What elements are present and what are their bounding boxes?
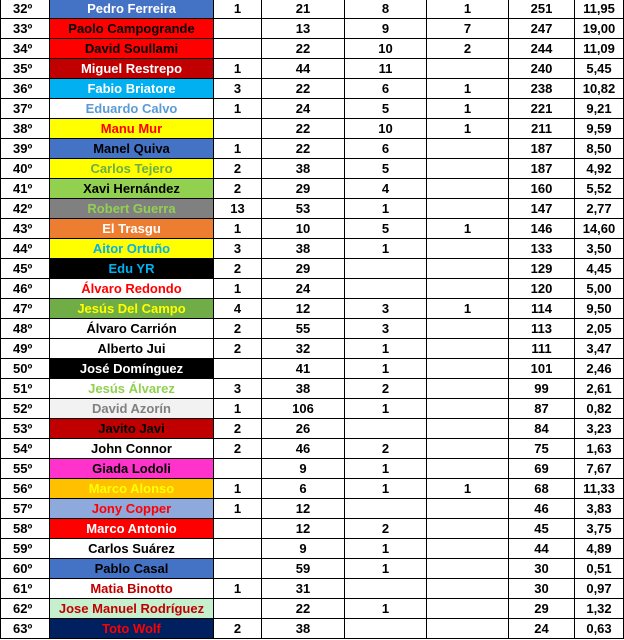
player-name-cell[interactable]: John Connor bbox=[50, 439, 214, 459]
rank-cell[interactable]: 41º bbox=[1, 179, 50, 199]
stat-4-cell[interactable] bbox=[427, 239, 509, 259]
stat-4-cell[interactable] bbox=[427, 499, 509, 519]
stat-1-cell[interactable]: 4 bbox=[214, 299, 262, 319]
stat-1-cell[interactable] bbox=[214, 599, 262, 619]
stat-2-cell[interactable]: 106 bbox=[262, 399, 345, 419]
average-cell[interactable]: 2,77 bbox=[575, 199, 624, 219]
table-row bbox=[1, 579, 624, 599]
points-cell[interactable]: 251 bbox=[509, 0, 575, 19]
points-cell[interactable]: 111 bbox=[509, 339, 575, 359]
stat-4-cell[interactable] bbox=[427, 179, 509, 199]
stat-4-cell[interactable]: 7 bbox=[427, 19, 509, 39]
stat-4-cell[interactable] bbox=[427, 159, 509, 179]
stat-4-cell[interactable] bbox=[427, 59, 509, 79]
table-row bbox=[1, 79, 624, 99]
stat-2-cell[interactable]: 55 bbox=[262, 319, 345, 339]
stat-1-cell[interactable] bbox=[214, 119, 262, 139]
stat-3-cell[interactable]: 2 bbox=[345, 439, 427, 459]
points-cell[interactable]: 240 bbox=[509, 59, 575, 79]
stat-1-cell[interactable]: 1 bbox=[214, 139, 262, 159]
table-row bbox=[1, 39, 624, 59]
stat-1-cell[interactable]: 3 bbox=[214, 79, 262, 99]
stat-3-cell[interactable]: 5 bbox=[345, 159, 427, 179]
stat-2-cell[interactable]: 59 bbox=[262, 559, 345, 579]
stat-2-cell[interactable]: 13 bbox=[262, 19, 345, 39]
stat-2-cell[interactable]: 12 bbox=[262, 499, 345, 519]
rank-cell[interactable]: 32º bbox=[1, 0, 50, 19]
player-name-cell[interactable]: El Trasgu bbox=[50, 219, 214, 239]
stat-1-cell[interactable] bbox=[214, 19, 262, 39]
average-cell[interactable]: 10,82 bbox=[575, 79, 624, 99]
points-cell[interactable]: 101 bbox=[509, 359, 575, 379]
rank-cell[interactable]: 45º bbox=[1, 259, 50, 279]
stat-4-cell[interactable]: 1 bbox=[427, 119, 509, 139]
stat-1-cell[interactable] bbox=[214, 459, 262, 479]
rank-cell[interactable]: 40º bbox=[1, 159, 50, 179]
table-row bbox=[1, 499, 624, 519]
stat-3-cell[interactable] bbox=[345, 259, 427, 279]
table-row bbox=[1, 139, 624, 159]
rank-cell[interactable]: 52º bbox=[1, 399, 50, 419]
average-cell[interactable]: 0,63 bbox=[575, 619, 624, 639]
points-cell[interactable]: 68 bbox=[509, 479, 575, 499]
points-cell[interactable]: 147 bbox=[509, 199, 575, 219]
rank-cell[interactable]: 50º bbox=[1, 359, 50, 379]
table-row bbox=[1, 379, 624, 399]
table-row bbox=[1, 599, 624, 619]
average-cell[interactable]: 2,05 bbox=[575, 319, 624, 339]
stat-3-cell[interactable]: 1 bbox=[345, 339, 427, 359]
stat-2-cell[interactable]: 22 bbox=[262, 79, 345, 99]
stat-4-cell[interactable] bbox=[427, 359, 509, 379]
stat-1-cell[interactable]: 1 bbox=[214, 279, 262, 299]
table-row bbox=[1, 0, 624, 19]
points-cell[interactable]: 120 bbox=[509, 279, 575, 299]
average-cell[interactable]: 3,23 bbox=[575, 419, 624, 439]
table-row bbox=[1, 439, 624, 459]
stat-1-cell[interactable]: 2 bbox=[214, 159, 262, 179]
stat-3-cell[interactable]: 6 bbox=[345, 139, 427, 159]
stat-3-cell[interactable]: 1 bbox=[345, 359, 427, 379]
average-cell[interactable]: 1,63 bbox=[575, 439, 624, 459]
stat-4-cell[interactable] bbox=[427, 579, 509, 599]
player-name-cell[interactable]: David Azorín bbox=[50, 399, 214, 419]
table-row bbox=[1, 199, 624, 219]
stat-2-cell[interactable]: 26 bbox=[262, 419, 345, 439]
average-cell[interactable]: 11,33 bbox=[575, 479, 624, 499]
stat-1-cell[interactable]: 1 bbox=[214, 219, 262, 239]
stat-1-cell[interactable]: 2 bbox=[214, 259, 262, 279]
table-row bbox=[1, 179, 624, 199]
stat-2-cell[interactable]: 24 bbox=[262, 279, 345, 299]
stat-2-cell[interactable]: 46 bbox=[262, 439, 345, 459]
table-row bbox=[1, 479, 624, 499]
stat-1-cell[interactable] bbox=[214, 519, 262, 539]
player-name-cell[interactable]: Jesús Del Campo bbox=[50, 299, 214, 319]
points-cell[interactable]: 187 bbox=[509, 139, 575, 159]
stat-3-cell[interactable] bbox=[345, 279, 427, 299]
stat-3-cell[interactable]: 4 bbox=[345, 179, 427, 199]
stat-4-cell[interactable]: 1 bbox=[427, 99, 509, 119]
table-row bbox=[1, 159, 624, 179]
stat-2-cell[interactable]: 12 bbox=[262, 299, 345, 319]
table-row bbox=[1, 339, 624, 359]
stat-3-cell[interactable]: 1 bbox=[345, 599, 427, 619]
points-cell[interactable]: 30 bbox=[509, 559, 575, 579]
table-row bbox=[1, 359, 624, 379]
points-cell[interactable]: 45 bbox=[509, 519, 575, 539]
table-row bbox=[1, 119, 624, 139]
stat-3-cell[interactable]: 1 bbox=[345, 199, 427, 219]
stat-3-cell[interactable]: 8 bbox=[345, 0, 427, 19]
stat-1-cell[interactable]: 2 bbox=[214, 419, 262, 439]
stat-3-cell[interactable]: 6 bbox=[345, 79, 427, 99]
rank-cell[interactable]: 33º bbox=[1, 19, 50, 39]
rank-cell[interactable]: 60º bbox=[1, 559, 50, 579]
stat-4-cell[interactable] bbox=[427, 339, 509, 359]
points-cell[interactable]: 247 bbox=[509, 19, 575, 39]
stat-3-cell[interactable]: 1 bbox=[345, 239, 427, 259]
stat-1-cell[interactable]: 1 bbox=[214, 99, 262, 119]
rank-cell[interactable]: 34º bbox=[1, 39, 50, 59]
stat-1-cell[interactable]: 3 bbox=[214, 379, 262, 399]
average-cell[interactable]: 11,09 bbox=[575, 39, 624, 59]
stat-3-cell[interactable]: 3 bbox=[345, 299, 427, 319]
stat-3-cell[interactable]: 1 bbox=[345, 399, 427, 419]
stat-2-cell[interactable]: 32 bbox=[262, 339, 345, 359]
average-cell[interactable]: 3,83 bbox=[575, 499, 624, 519]
player-name-cell[interactable]: Miguel Restrepo bbox=[50, 59, 214, 79]
player-name-cell[interactable]: David Soullami bbox=[50, 39, 214, 59]
stat-2-cell[interactable]: 12 bbox=[262, 519, 345, 539]
points-cell[interactable]: 238 bbox=[509, 79, 575, 99]
stat-3-cell[interactable]: 9 bbox=[345, 19, 427, 39]
player-name-cell[interactable]: Edu YR bbox=[50, 259, 214, 279]
stat-3-cell[interactable] bbox=[345, 499, 427, 519]
points-cell[interactable]: 221 bbox=[509, 99, 575, 119]
stat-4-cell[interactable] bbox=[427, 419, 509, 439]
player-name-cell[interactable]: Pedro Ferreira bbox=[50, 0, 214, 19]
stat-4-cell[interactable]: 1 bbox=[427, 0, 509, 19]
player-name-cell[interactable]: Marco Alonso bbox=[50, 479, 214, 499]
stat-2-cell[interactable]: 29 bbox=[262, 179, 345, 199]
stat-4-cell[interactable]: 1 bbox=[427, 79, 509, 99]
player-name-cell[interactable]: Eduardo Calvo bbox=[50, 99, 214, 119]
stat-3-cell[interactable] bbox=[345, 419, 427, 439]
rank-cell[interactable]: 54º bbox=[1, 439, 50, 459]
stat-2-cell[interactable]: 31 bbox=[262, 579, 345, 599]
stat-1-cell[interactable]: 2 bbox=[214, 319, 262, 339]
stat-4-cell[interactable] bbox=[427, 399, 509, 419]
stat-1-cell[interactable]: 2 bbox=[214, 439, 262, 459]
stat-3-cell[interactable]: 1 bbox=[345, 479, 427, 499]
points-cell[interactable]: 69 bbox=[509, 459, 575, 479]
average-cell[interactable]: 2,46 bbox=[575, 359, 624, 379]
points-cell[interactable]: 44 bbox=[509, 539, 575, 559]
player-name-cell[interactable]: Aitor Ortuño bbox=[50, 239, 214, 259]
rank-cell[interactable]: 63º bbox=[1, 619, 50, 639]
stat-1-cell[interactable]: 1 bbox=[214, 499, 262, 519]
points-cell[interactable]: 29 bbox=[509, 599, 575, 619]
points-cell[interactable]: 129 bbox=[509, 259, 575, 279]
rank-cell[interactable]: 39º bbox=[1, 139, 50, 159]
stat-2-cell[interactable]: 41 bbox=[262, 359, 345, 379]
stat-2-cell[interactable]: 21 bbox=[262, 0, 345, 19]
player-name-cell[interactable]: Carlos Tejero bbox=[50, 159, 214, 179]
table-row bbox=[1, 19, 624, 39]
stat-2-cell[interactable]: 53 bbox=[262, 199, 345, 219]
points-cell[interactable]: 133 bbox=[509, 239, 575, 259]
stat-3-cell[interactable]: 1 bbox=[345, 459, 427, 479]
player-name-cell[interactable]: Xavi Hernández bbox=[50, 179, 214, 199]
player-name-cell[interactable]: Carlos Suárez bbox=[50, 539, 214, 559]
player-name-cell[interactable]: Manu Mur bbox=[50, 119, 214, 139]
stat-1-cell[interactable] bbox=[214, 559, 262, 579]
stat-3-cell[interactable]: 5 bbox=[345, 99, 427, 119]
average-cell[interactable]: 3,50 bbox=[575, 239, 624, 259]
player-name-cell[interactable]: Jesús Álvarez bbox=[50, 379, 214, 399]
table-row bbox=[1, 279, 624, 299]
points-cell[interactable]: 84 bbox=[509, 419, 575, 439]
stat-1-cell[interactable] bbox=[214, 359, 262, 379]
table-row bbox=[1, 559, 624, 579]
rank-cell[interactable]: 48º bbox=[1, 319, 50, 339]
points-cell[interactable]: 146 bbox=[509, 219, 575, 239]
stat-3-cell[interactable] bbox=[345, 579, 427, 599]
average-cell[interactable]: 7,67 bbox=[575, 459, 624, 479]
stat-1-cell[interactable]: 13 bbox=[214, 199, 262, 219]
average-cell[interactable]: 9,50 bbox=[575, 299, 624, 319]
average-cell[interactable]: 5,45 bbox=[575, 59, 624, 79]
player-name-cell[interactable]: Álvaro Carrión bbox=[50, 319, 214, 339]
stat-2-cell[interactable]: 22 bbox=[262, 119, 345, 139]
player-name-cell[interactable]: Fabio Briatore bbox=[50, 79, 214, 99]
average-cell[interactable]: 14,60 bbox=[575, 219, 624, 239]
table-row bbox=[1, 239, 624, 259]
stat-1-cell[interactable]: 3 bbox=[214, 239, 262, 259]
stat-2-cell[interactable]: 6 bbox=[262, 479, 345, 499]
average-cell[interactable]: 2,61 bbox=[575, 379, 624, 399]
player-name-cell[interactable]: Pablo Casal bbox=[50, 559, 214, 579]
points-cell[interactable]: 46 bbox=[509, 499, 575, 519]
stat-1-cell[interactable]: 1 bbox=[214, 479, 262, 499]
rank-cell[interactable]: 55º bbox=[1, 459, 50, 479]
player-name-cell[interactable]: Alberto Jui bbox=[50, 339, 214, 359]
average-cell[interactable]: 0,82 bbox=[575, 399, 624, 419]
average-cell[interactable]: 5,00 bbox=[575, 279, 624, 299]
stat-1-cell[interactable]: 1 bbox=[214, 59, 262, 79]
stat-2-cell[interactable]: 22 bbox=[262, 599, 345, 619]
player-name-cell[interactable]: Álvaro Redondo bbox=[50, 279, 214, 299]
rank-cell[interactable]: 53º bbox=[1, 419, 50, 439]
player-name-cell[interactable]: Jose Manuel Rodríguez bbox=[50, 599, 214, 619]
stat-4-cell[interactable] bbox=[427, 279, 509, 299]
stat-4-cell[interactable]: 1 bbox=[427, 219, 509, 239]
points-cell[interactable]: 113 bbox=[509, 319, 575, 339]
rank-cell[interactable]: 62º bbox=[1, 599, 50, 619]
player-name-cell[interactable]: Robert Guerra bbox=[50, 199, 214, 219]
stat-4-cell[interactable] bbox=[427, 599, 509, 619]
player-name-cell[interactable]: José Domínguez bbox=[50, 359, 214, 379]
rank-cell[interactable]: 59º bbox=[1, 539, 50, 559]
table-row bbox=[1, 399, 624, 419]
table-row bbox=[1, 299, 624, 319]
rank-cell[interactable]: 36º bbox=[1, 79, 50, 99]
average-cell[interactable]: 3,75 bbox=[575, 519, 624, 539]
points-cell[interactable]: 211 bbox=[509, 119, 575, 139]
table-row bbox=[1, 259, 624, 279]
stat-3-cell[interactable]: 1 bbox=[345, 559, 427, 579]
points-cell[interactable]: 24 bbox=[509, 619, 575, 639]
stat-4-cell[interactable] bbox=[427, 199, 509, 219]
stat-3-cell[interactable]: 10 bbox=[345, 119, 427, 139]
table-row bbox=[1, 539, 624, 559]
stat-4-cell[interactable]: 2 bbox=[427, 39, 509, 59]
points-cell[interactable]: 75 bbox=[509, 439, 575, 459]
rank-cell[interactable]: 44º bbox=[1, 239, 50, 259]
stat-2-cell[interactable]: 38 bbox=[262, 159, 345, 179]
table-row bbox=[1, 459, 624, 479]
rank-cell[interactable]: 47º bbox=[1, 299, 50, 319]
stat-2-cell[interactable]: 22 bbox=[262, 139, 345, 159]
player-name-cell[interactable]: Toto Wolf bbox=[50, 619, 214, 639]
rank-cell[interactable]: 56º bbox=[1, 479, 50, 499]
player-name-cell[interactable]: Javito Javi bbox=[50, 419, 214, 439]
stat-3-cell[interactable]: 11 bbox=[345, 59, 427, 79]
average-cell[interactable]: 0,97 bbox=[575, 579, 624, 599]
average-cell[interactable]: 4,45 bbox=[575, 259, 624, 279]
rank-cell[interactable]: 46º bbox=[1, 279, 50, 299]
average-cell[interactable]: 9,59 bbox=[575, 119, 624, 139]
stat-3-cell[interactable]: 2 bbox=[345, 379, 427, 399]
stat-2-cell[interactable]: 10 bbox=[262, 219, 345, 239]
average-cell[interactable]: 4,89 bbox=[575, 539, 624, 559]
table-row bbox=[1, 219, 624, 239]
stat-4-cell[interactable]: 1 bbox=[427, 299, 509, 319]
stat-1-cell[interactable]: 2 bbox=[214, 179, 262, 199]
stat-4-cell[interactable] bbox=[427, 619, 509, 639]
stat-3-cell[interactable] bbox=[345, 619, 427, 639]
player-name-cell[interactable]: Marco Antonio bbox=[50, 519, 214, 539]
rank-cell[interactable]: 51º bbox=[1, 379, 50, 399]
stat-1-cell[interactable]: 1 bbox=[214, 579, 262, 599]
rank-cell[interactable]: 57º bbox=[1, 499, 50, 519]
player-name-cell[interactable]: Giada Lodoli bbox=[50, 459, 214, 479]
stat-2-cell[interactable]: 38 bbox=[262, 239, 345, 259]
stat-4-cell[interactable] bbox=[427, 519, 509, 539]
points-cell[interactable]: 99 bbox=[509, 379, 575, 399]
player-name-cell[interactable]: Matia Binotto bbox=[50, 579, 214, 599]
stat-2-cell[interactable]: 9 bbox=[262, 459, 345, 479]
average-cell[interactable]: 4,92 bbox=[575, 159, 624, 179]
stat-1-cell[interactable]: 2 bbox=[214, 619, 262, 639]
stat-1-cell[interactable]: 2 bbox=[214, 339, 262, 359]
average-cell[interactable]: 3,47 bbox=[575, 339, 624, 359]
rank-cell[interactable]: 42º bbox=[1, 199, 50, 219]
stat-4-cell[interactable]: 1 bbox=[427, 479, 509, 499]
table-row bbox=[1, 619, 624, 639]
points-cell[interactable]: 30 bbox=[509, 579, 575, 599]
stat-1-cell[interactable]: 1 bbox=[214, 399, 262, 419]
average-cell[interactable]: 19,00 bbox=[575, 19, 624, 39]
stat-2-cell[interactable]: 38 bbox=[262, 619, 345, 639]
stat-1-cell[interactable] bbox=[214, 39, 262, 59]
table-row bbox=[1, 519, 624, 539]
average-cell[interactable]: 5,52 bbox=[575, 179, 624, 199]
rank-cell[interactable]: 37º bbox=[1, 99, 50, 119]
rank-cell[interactable]: 38º bbox=[1, 119, 50, 139]
rank-cell[interactable]: 61º bbox=[1, 579, 50, 599]
points-cell[interactable]: 187 bbox=[509, 159, 575, 179]
stat-2-cell[interactable]: 38 bbox=[262, 379, 345, 399]
stat-2-cell[interactable]: 44 bbox=[262, 59, 345, 79]
stat-2-cell[interactable]: 24 bbox=[262, 99, 345, 119]
table-row bbox=[1, 59, 624, 79]
rank-cell[interactable]: 35º bbox=[1, 59, 50, 79]
average-cell[interactable]: 1,32 bbox=[575, 599, 624, 619]
points-cell[interactable]: 244 bbox=[509, 39, 575, 59]
table-row bbox=[1, 419, 624, 439]
stat-4-cell[interactable] bbox=[427, 379, 509, 399]
stat-3-cell[interactable]: 3 bbox=[345, 319, 427, 339]
rank-cell[interactable]: 43º bbox=[1, 219, 50, 239]
points-cell[interactable]: 160 bbox=[509, 179, 575, 199]
average-cell[interactable]: 8,50 bbox=[575, 139, 624, 159]
stat-3-cell[interactable]: 2 bbox=[345, 519, 427, 539]
average-cell[interactable]: 11,95 bbox=[575, 0, 624, 19]
rank-cell[interactable]: 49º bbox=[1, 339, 50, 359]
table-row bbox=[1, 99, 624, 119]
stat-1-cell[interactable]: 1 bbox=[214, 0, 262, 19]
stat-3-cell[interactable]: 5 bbox=[345, 219, 427, 239]
stat-2-cell[interactable]: 29 bbox=[262, 259, 345, 279]
stat-4-cell[interactable] bbox=[427, 559, 509, 579]
stat-1-cell[interactable] bbox=[214, 539, 262, 559]
stat-4-cell[interactable] bbox=[427, 139, 509, 159]
stat-3-cell[interactable]: 1 bbox=[345, 539, 427, 559]
stat-4-cell[interactable] bbox=[427, 259, 509, 279]
stat-4-cell[interactable] bbox=[427, 459, 509, 479]
player-name-cell[interactable]: Manel Quiva bbox=[50, 139, 214, 159]
standings-rows bbox=[1, 0, 624, 639]
average-cell[interactable]: 9,21 bbox=[575, 99, 624, 119]
stat-4-cell[interactable] bbox=[427, 319, 509, 339]
stat-2-cell[interactable]: 9 bbox=[262, 539, 345, 559]
points-cell[interactable]: 87 bbox=[509, 399, 575, 419]
stat-2-cell[interactable]: 22 bbox=[262, 39, 345, 59]
stat-3-cell[interactable]: 10 bbox=[345, 39, 427, 59]
stat-4-cell[interactable] bbox=[427, 539, 509, 559]
rank-cell[interactable]: 58º bbox=[1, 519, 50, 539]
player-name-cell[interactable]: Paolo Campogrande bbox=[50, 19, 214, 39]
stat-4-cell[interactable] bbox=[427, 439, 509, 459]
points-cell[interactable]: 114 bbox=[509, 299, 575, 319]
average-cell[interactable]: 0,51 bbox=[575, 559, 624, 579]
table-row bbox=[1, 319, 624, 339]
player-name-cell[interactable]: Jony Copper bbox=[50, 499, 214, 519]
